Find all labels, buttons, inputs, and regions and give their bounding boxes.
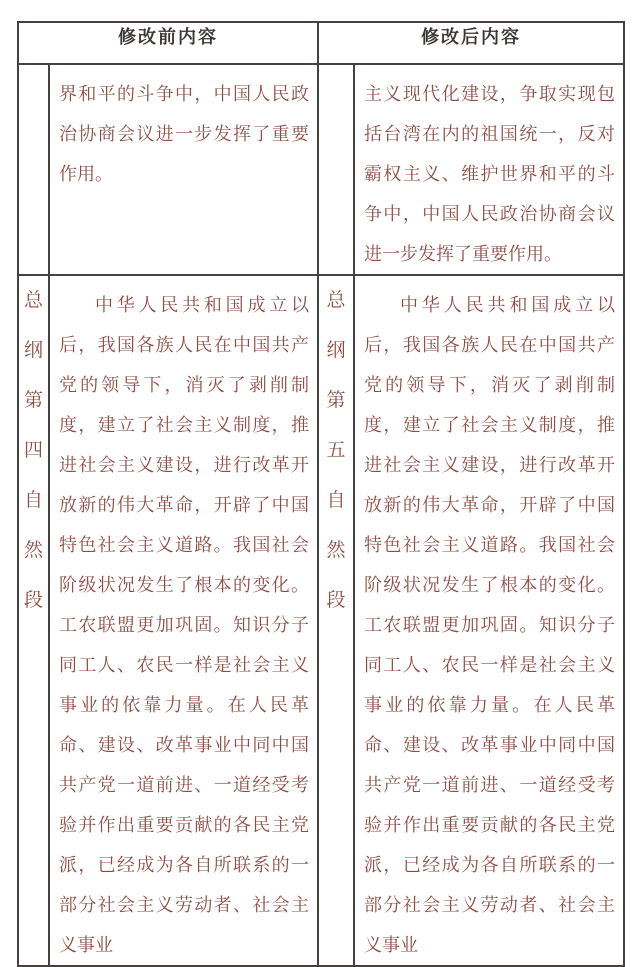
after-content-cell [354,275,624,966]
comparison-table [17,21,625,967]
before-section-label-cell [18,275,49,966]
after-content-cell [354,64,624,275]
table-header-row [18,22,624,64]
column-header-before: 修改前内容 [18,22,318,64]
before-paragraph-continuation: 界和平的斗争中，中国人民政治协商会议进一步发挥了重要作用。 [59,84,309,184]
before-content-cell [49,64,318,275]
before-section-label: 总纲第四自然段 [23,290,43,611]
after-paragraph: 中华人民共和国成立以后，我国各族人民在中国共产党的领导下，消灭了剥削制度，建立了社会主义制度，推进社会主义建设，进行改革开放新的伟大革命，开辟了中国特色社会主义道路。我国社会阶级状况发生了根本的变化。工农联盟更加巩固。知识分子同工人、农民一样是社会主义事业的依靠力量。在人民革命、建设、改革事业中同中国共产党一道前进、一道经受考验并作出重要贡献的各民主党派，已经成为各自所联系的一部分社会主义劳动者、社会主义事业 [364,295,615,955]
after-section-label: 总纲第五自然段 [326,290,346,611]
after-paragraph-continuation: 主义现代化建设，争取实现包括台湾在内的祖国统一，反对霸权主义、维护世界和平的斗争中，中国人民政治协商会议进一步发挥了重要作用。 [364,84,615,264]
before-content-cell [49,275,318,966]
table-row-continuation [18,64,624,275]
before-label-cell-empty [18,64,49,275]
before-paragraph: 中华人民共和国成立以后，我国各族人民在中国共产党的领导下，消灭了剥削制度，建立了社会主义制度，推进社会主义建设，进行改革开放新的伟大革命，开辟了中国特色社会主义道路。我国社会阶级状况发生了根本的变化。工农联盟更加巩固。知识分子同工人、农民一样是社会主义事业的依靠力量。在人民革命、建设、改革事业中同中国共产党一道前进、一道经受考验并作出重要贡献的各民主党派，已经成为各自所联系的一部分社会主义劳动者、社会主义事业 [59,295,309,955]
column-header-after: 修改后内容 [318,22,624,64]
after-label-cell-empty [318,64,354,275]
after-section-label-cell [318,275,354,966]
table-row-paragraph [18,275,624,966]
